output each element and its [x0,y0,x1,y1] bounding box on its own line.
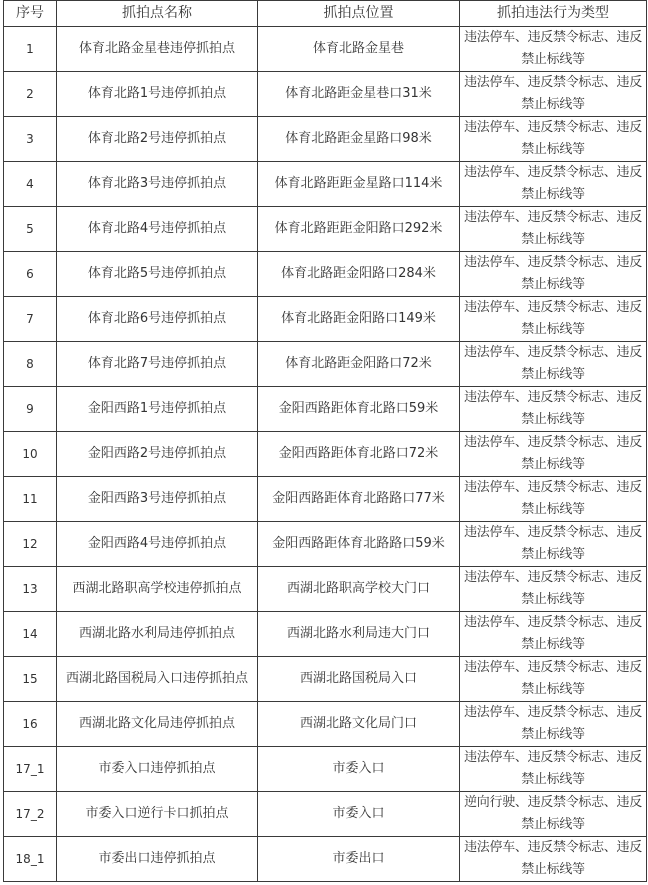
cell-point-name: 体育北路2号违停抓拍点 [57,117,258,162]
cell-serial-number: 9 [4,387,57,432]
cell-point-location: 体育北路距距金阳路口292米 [258,207,460,252]
table-row [4,387,647,432]
table-row [4,297,647,342]
cell-point-name: 市委入口违停抓拍点 [57,747,258,792]
cell-violation-type: 违法停车、违反禁令标志、违反禁止标线等 [460,612,647,657]
cell-serial-number: 15 [4,657,57,702]
table-row [4,27,647,72]
cell-point-location: 金阳西路距体育北路口59米 [258,387,460,432]
cell-violation-type: 违法停车、违反禁令标志、违反禁止标线等 [460,432,647,477]
cell-serial-number: 7 [4,297,57,342]
cell-point-name: 体育北路4号违停抓拍点 [57,207,258,252]
cell-violation-type: 违法停车、违反禁令标志、违反禁止标线等 [460,567,647,612]
table-row [4,567,647,612]
cell-serial-number: 1 [4,27,57,72]
cell-violation-type: 违法停车、违反禁令标志、违反禁止标线等 [460,72,647,117]
cell-violation-type: 违法停车、违反禁令标志、违反禁止标线等 [460,477,647,522]
table-row [4,252,647,297]
table-row [4,432,647,477]
cell-point-name: 金阳西路4号违停抓拍点 [57,522,258,567]
table-row [4,342,647,387]
table-row [4,117,647,162]
cell-point-name: 体育北路7号违停抓拍点 [57,342,258,387]
cell-point-location: 体育北路距金阳路口149米 [258,297,460,342]
header-row [4,1,647,27]
cell-violation-type: 违法停车、违反禁令标志、违反禁止标线等 [460,837,647,882]
table-row [4,747,647,792]
cell-serial-number: 16 [4,702,57,747]
table-header [4,1,647,27]
cell-violation-type: 违法停车、违反禁令标志、违反禁止标线等 [460,207,647,252]
cell-violation-type: 违法停车、违反禁令标志、违反禁止标线等 [460,342,647,387]
header-violation-type: 抓拍违法行为类型 [460,1,647,27]
table-row [4,702,647,747]
cell-violation-type: 违法停车、违反禁令标志、违反禁止标线等 [460,297,647,342]
cell-point-location: 市委入口 [258,747,460,792]
cell-point-name: 西湖北路职高学校违停抓拍点 [57,567,258,612]
cell-point-name: 体育北路3号违停抓拍点 [57,162,258,207]
cell-serial-number: 11 [4,477,57,522]
table-row [4,657,647,702]
cell-violation-type: 违法停车、违反禁令标志、违反禁止标线等 [460,522,647,567]
cell-serial-number: 2 [4,72,57,117]
cell-point-name: 西湖北路水利局违停抓拍点 [57,612,258,657]
table-row [4,837,647,882]
cell-serial-number: 6 [4,252,57,297]
cell-point-location: 市委出口 [258,837,460,882]
cell-violation-type: 违法停车、违反禁令标志、违反禁止标线等 [460,252,647,297]
cell-serial-number: 4 [4,162,57,207]
cell-point-location: 金阳西路距体育北路口72米 [258,432,460,477]
cell-point-name: 金阳西路1号违停抓拍点 [57,387,258,432]
cell-point-location: 体育北路距金阳路口72米 [258,342,460,387]
table-row [4,72,647,117]
cell-point-name: 体育北路6号违停抓拍点 [57,297,258,342]
cell-violation-type: 违法停车、违反禁令标志、违反禁止标线等 [460,162,647,207]
table-row [4,792,647,837]
cell-point-location: 西湖北路国税局入口 [258,657,460,702]
table-row [4,477,647,522]
cell-point-location: 市委入口 [258,792,460,837]
cell-serial-number: 17_2 [4,792,57,837]
cell-point-location: 西湖北路文化局门口 [258,702,460,747]
cell-point-location: 体育北路金星巷 [258,27,460,72]
table-body [4,27,647,882]
cell-point-location: 西湖北路职高学校大门口 [258,567,460,612]
capture-points-table [3,0,647,882]
table-row [4,522,647,567]
cell-serial-number: 8 [4,342,57,387]
cell-point-location: 体育北路距距金星路口114米 [258,162,460,207]
cell-violation-type: 违法停车、违反禁令标志、违反禁止标线等 [460,387,647,432]
cell-point-name: 体育北路5号违停抓拍点 [57,252,258,297]
header-point-name: 抓拍点名称 [57,1,258,27]
cell-point-name: 西湖北路文化局违停抓拍点 [57,702,258,747]
cell-point-location: 体育北路距金星路口98米 [258,117,460,162]
header-point-location: 抓拍点位置 [258,1,460,27]
cell-point-location: 体育北路距金阳路口284米 [258,252,460,297]
cell-point-name: 市委出口违停抓拍点 [57,837,258,882]
cell-violation-type: 违法停车、违反禁令标志、违反禁止标线等 [460,117,647,162]
cell-point-location: 金阳西路距体育北路路口77米 [258,477,460,522]
cell-violation-type: 违法停车、违反禁令标志、违反禁止标线等 [460,747,647,792]
cell-point-location: 体育北路距金星巷口31米 [258,72,460,117]
cell-serial-number: 10 [4,432,57,477]
cell-point-location: 金阳西路距体育北路路口59米 [258,522,460,567]
cell-point-name: 金阳西路2号违停抓拍点 [57,432,258,477]
header-serial-number: 序号 [4,1,57,27]
cell-violation-type: 违法停车、违反禁令标志、违反禁止标线等 [460,702,647,747]
cell-serial-number: 5 [4,207,57,252]
cell-serial-number: 18_1 [4,837,57,882]
cell-violation-type: 逆向行驶、违反禁令标志、违反禁止标线等 [460,792,647,837]
cell-serial-number: 12 [4,522,57,567]
cell-point-name: 西湖北路国税局入口违停抓拍点 [57,657,258,702]
table-row [4,612,647,657]
cell-serial-number: 14 [4,612,57,657]
cell-point-name: 金阳西路3号违停抓拍点 [57,477,258,522]
cell-serial-number: 13 [4,567,57,612]
cell-violation-type: 违法停车、违反禁令标志、违反禁止标线等 [460,27,647,72]
cell-violation-type: 违法停车、违反禁令标志、违反禁止标线等 [460,657,647,702]
cell-serial-number: 17_1 [4,747,57,792]
cell-point-location: 西湖北路水利局违大门口 [258,612,460,657]
cell-point-name: 体育北路金星巷违停抓拍点 [57,27,258,72]
cell-serial-number: 3 [4,117,57,162]
table-row [4,207,647,252]
cell-point-name: 市委入口逆行卡口抓拍点 [57,792,258,837]
table-row [4,162,647,207]
cell-point-name: 体育北路1号违停抓拍点 [57,72,258,117]
